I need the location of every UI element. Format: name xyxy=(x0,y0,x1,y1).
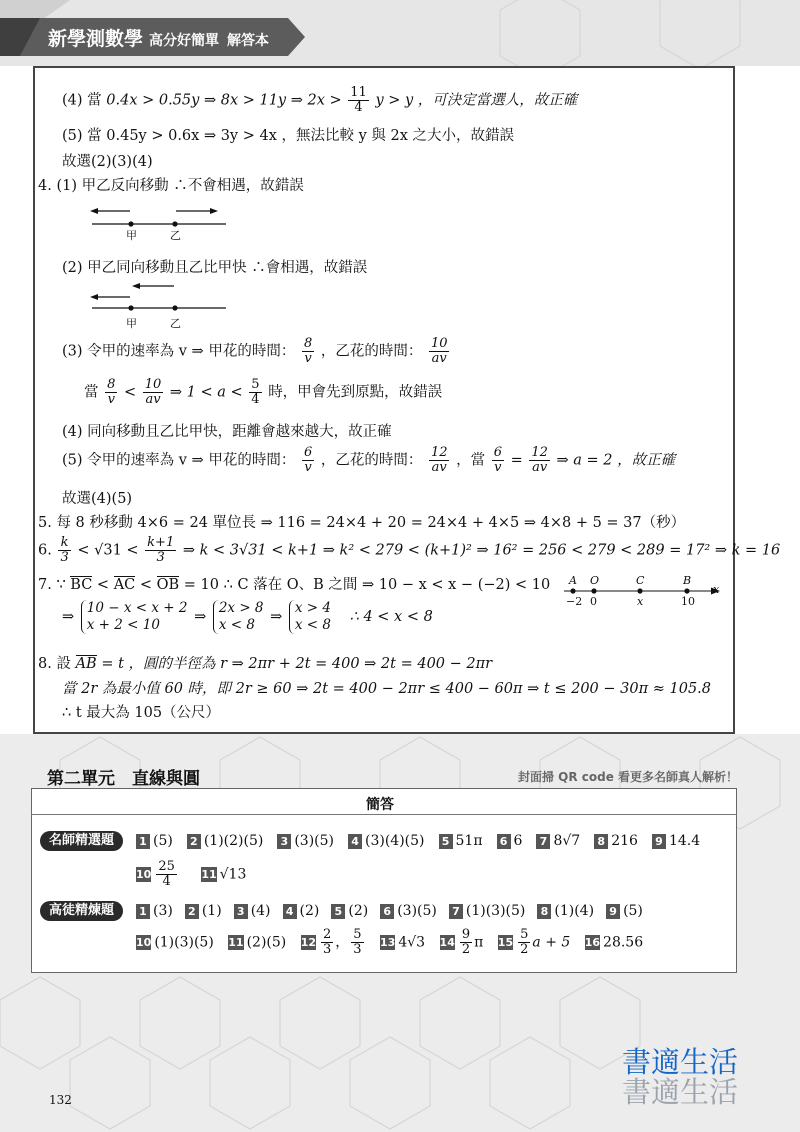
fraction: $\frac{5}{4}$ xyxy=(251,377,260,407)
answer-item xyxy=(283,903,320,919)
answer-item xyxy=(185,903,222,919)
answer-value: (1)(3)(5) xyxy=(465,903,526,919)
system-1: 10 − x < x + 2 x + 2 < 10 xyxy=(81,600,188,634)
label-jia: 甲 xyxy=(126,317,137,330)
watermark-logo: 書適生活 xyxy=(622,1045,739,1079)
book-subtitle: 高分好簡單 xyxy=(149,33,220,49)
axis-x-label: x xyxy=(713,583,720,596)
question-number: 1 xyxy=(136,904,150,919)
answer-item xyxy=(497,833,523,849)
answer-value: (2) xyxy=(299,903,320,919)
question-number: 5 xyxy=(331,904,345,919)
group-badge-student: 高徒精煉題 xyxy=(40,901,123,921)
solution-line-16: 當 2r 為最小值 60 時，即 2r ≥ 60 ⇒ 2t = 400 − 2πr ≤ 400 − 60π ⇒ t ≤ 200 − 30π ≈ 105.8 xyxy=(62,681,712,697)
fraction: $\frac{8}{v}$ xyxy=(107,377,116,407)
answer-item xyxy=(380,903,437,919)
answer-item xyxy=(234,903,271,919)
question-number: 2 xyxy=(187,834,201,849)
solution-line-9: (5) 令甲的速率為 v ⇒ 甲花的時間： $\frac{6}{v}$ ，乙花的時間： $\frac{12}{av}$ ，當 $\frac{6}{v}$ = $\frac{12}{av}$ ⇒ a = 2 ，故正確 xyxy=(62,445,676,475)
value-minus-2: −2 xyxy=(566,595,583,608)
fraction: $\frac{2}{3}$ xyxy=(323,927,332,957)
question-number: 1 xyxy=(136,834,150,849)
solution-line-11: 5. 每 8 秒移動 4×6 = 24 單位長 ⇒ 116 = 24×4 + 20 = 24×4 + 4×5 ⇒ 4×8 + 5 = 37（秒） xyxy=(38,515,686,531)
answer-item xyxy=(537,903,594,919)
fraction: $\frac{9}{2}$ xyxy=(461,927,471,957)
watermark-logo-shadow: 書適生活 xyxy=(622,1075,739,1109)
answer-value: (3) xyxy=(153,903,173,919)
fraction: $\frac{11}{4}$ xyxy=(350,85,367,115)
question-number: 3 xyxy=(234,904,248,919)
point-b-label: B xyxy=(683,574,692,587)
solution-line-4: 4. (1) 甲乙反向移動 ∴不會相遇，故錯誤 xyxy=(38,178,304,194)
fraction: $\frac{10}{av}$ xyxy=(144,377,162,407)
section-label: 解答本 xyxy=(227,33,270,49)
answer-item xyxy=(594,833,638,849)
solution-line-12: 6. $\frac{k}{3}$ < √31 < $\frac{k+1}{3}$ ⇒ k < 3√31 < k+1 ⇒ k² < 279 < (k+1)² ⇒ 16² = 256 < 279 < 289 = 17² ⇒ k = 16 xyxy=(38,535,781,565)
answer-item xyxy=(536,833,580,849)
answer-value: (5) xyxy=(623,903,643,919)
label-yi: 乙 xyxy=(170,317,181,330)
answer-value: (4) xyxy=(250,903,271,919)
fraction: $\frac{5}{2}$ xyxy=(520,927,529,957)
value-x: x xyxy=(637,595,644,608)
question-number: 3 xyxy=(277,834,291,849)
fraction: $\frac{25}{4}$ xyxy=(158,859,175,889)
question-number: 7 xyxy=(449,904,463,919)
page-number: 132 xyxy=(49,1093,72,1107)
answer-value: (1)(2)(5) xyxy=(203,833,264,849)
system-3: x > 4 x < 8 xyxy=(289,600,331,634)
answer-row-g1-1 xyxy=(136,833,714,849)
answer-row-g2-1 xyxy=(136,903,655,919)
group-badge-teacher: 名師精選題 xyxy=(40,831,123,851)
answer-item xyxy=(277,833,334,849)
fraction: $\frac{10}{av}$ xyxy=(430,336,448,366)
question-number: 5 xyxy=(439,834,453,849)
answer-value: (1) xyxy=(201,903,222,919)
solution-line-13: 7. ∵ BC < AC < OB = 10 ∴ C 落在 O、B 之間 ⇒ 10 − x < x − (−2) < 10 xyxy=(38,577,551,593)
answer-row-g2-2: 10 (1)(3)(5) 11 (2)(5) 12 $\frac{2}{3}$ ， $\frac{5}{3}$ 13 4√3 14 $\frac{9}{2}$ π 15 $\frac{5}{2}$ a + 5 16 28.56 xyxy=(136,927,644,957)
fraction: $\frac{k+1}{3}$ xyxy=(147,535,175,565)
solution-line-17: ∴ t 最大為 105（公尺） xyxy=(62,705,221,721)
solution-line-15: 8. 設 AB = t ，圓的半徑為 r ⇒ 2πr + 2t = 400 ⇒ 2t = 400 − 2πr xyxy=(38,656,493,672)
question-number: 9 xyxy=(606,904,620,919)
solution-line-8: (4) 同向移動且乙比甲快，距離會越來越大，故正確 xyxy=(62,424,392,440)
question-number: 4 xyxy=(283,904,297,919)
fraction: $\frac{k}{3}$ xyxy=(60,535,69,565)
answer-value: (5) xyxy=(153,833,173,849)
value-0: 0 xyxy=(590,595,597,608)
answer-item xyxy=(136,903,173,919)
answer-item xyxy=(331,903,368,919)
solution-line-5: (2) 甲乙同向移動且乙比甲快 ∴會相遇，故錯誤 xyxy=(62,260,368,276)
point-o-label: O xyxy=(590,574,600,587)
label-jia: 甲 xyxy=(126,229,137,242)
answer-value: (3)(5) xyxy=(397,903,437,919)
answer-g1-q10: 10 $\frac{25}{4}$ 11 √13 xyxy=(136,859,247,889)
fraction: $\frac{12}{av}$ xyxy=(430,445,448,475)
book-title: 新學測數學 xyxy=(48,28,144,50)
question-number: 2 xyxy=(185,904,199,919)
qr-note: 封面掃 QR code 看更多名師真人解析！ xyxy=(518,770,739,784)
answer-value: 51π xyxy=(455,833,483,849)
label-yi: 乙 xyxy=(170,229,181,242)
answer-value: 216 xyxy=(611,833,638,849)
solution-line-10: 故選(4)(5) xyxy=(62,491,133,507)
solution-line-7: 當 $\frac{8}{v}$ < $\frac{10}{av}$ ⇒ 1 < a < $\frac{5}{4}$ 時，甲會先到原點，故錯誤 xyxy=(84,377,443,407)
answer-value: 6 xyxy=(513,833,523,849)
question-number: 9 xyxy=(652,834,666,849)
answer-item xyxy=(348,833,425,849)
question-number: 4 xyxy=(348,834,362,849)
answer-item xyxy=(652,833,700,849)
answer-item xyxy=(187,833,264,849)
same-direction-diagram xyxy=(86,280,236,320)
point-c-label: C xyxy=(636,574,645,587)
answer-value: 14.4 xyxy=(668,833,701,849)
fraction: $\frac{6}{v}$ xyxy=(493,445,502,475)
header-text xyxy=(48,24,269,51)
point-a-label: A xyxy=(569,574,577,587)
answer-item xyxy=(439,833,483,849)
value-10: 10 xyxy=(681,595,695,608)
solution-line-2: (5) 當 0.45y > 0.6x ⇒ 3y > 4x ，無法比較 y 與 2x 之大小，故錯誤 xyxy=(62,128,515,144)
answer-item xyxy=(449,903,526,919)
solution-line-14: ⇒ 10 − x < x + 2 x + 2 < 10 ⇒ 2x > 8 x < 8 ⇒ x > 4 x < 8 ∴ 4 < x < 8 xyxy=(62,600,433,633)
question-number: 6 xyxy=(380,904,394,919)
question-number: 6 xyxy=(497,834,511,849)
question-number: 8 xyxy=(537,904,551,919)
answer-value: (3)(4)(5) xyxy=(365,833,425,849)
solution-line-1: (4) 當 0.4x > 0.55y ⇒ 8x > 11y ⇒ 2x > $\frac{11}{4}$ y > y ，可決定當選人，故正確 xyxy=(62,85,578,115)
unit-title: 第二單元 直線與圓 xyxy=(47,769,200,789)
answer-value: (3)(5) xyxy=(294,833,335,849)
answer-item xyxy=(606,903,643,919)
fraction: $\frac{5}{3}$ xyxy=(353,927,362,957)
question-number: 8 xyxy=(594,834,608,849)
answer-item xyxy=(136,833,173,849)
solution-line-3: 故選(2)(3)(4) xyxy=(62,154,153,170)
answers-title: 簡答 xyxy=(366,797,394,813)
answer-value: (2) xyxy=(348,903,369,919)
solution-line-6: (3) 令甲的速率為 v ⇒ 甲花的時間： $\frac{8}{v}$ ，乙花的時間： $\frac{10}{av}$ xyxy=(62,336,448,366)
fraction: $\frac{8}{v}$ xyxy=(303,336,313,366)
answer-value: (1)(4) xyxy=(554,903,595,919)
opposite-motion-diagram xyxy=(86,200,236,240)
answer-value: 8√7 xyxy=(553,833,581,849)
fraction: $\frac{12}{av}$ xyxy=(531,445,548,475)
system-2: 2x > 8 x < 8 xyxy=(213,600,264,634)
question-number: 7 xyxy=(536,834,550,849)
fraction: $\frac{6}{v}$ xyxy=(303,445,313,475)
